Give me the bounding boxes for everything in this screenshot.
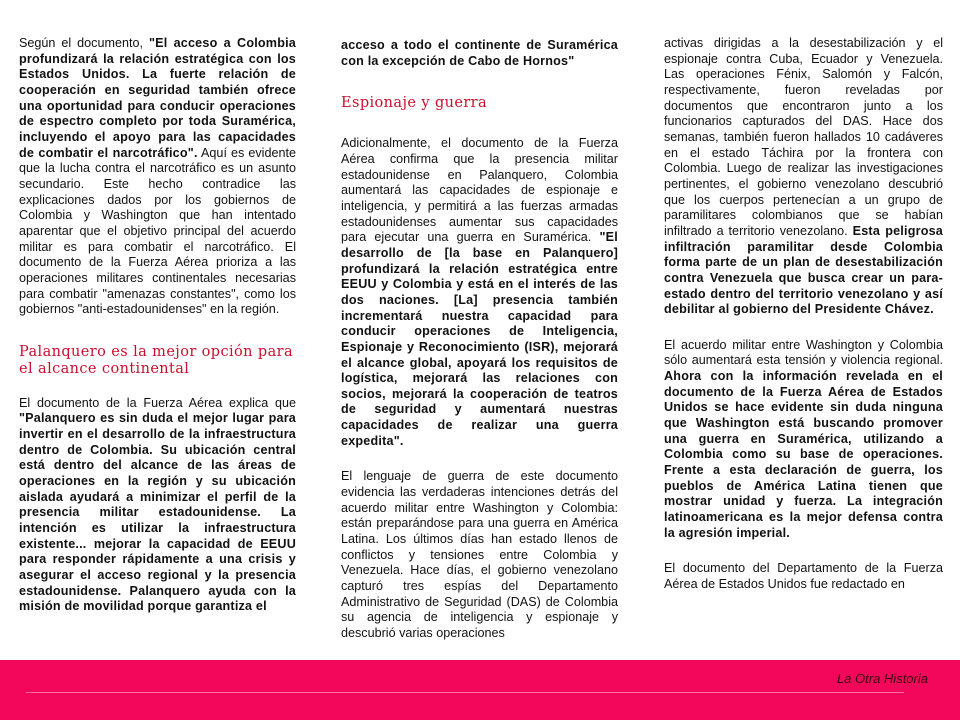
text-run: Adicionalmente, el documento de la Fuerza Aérea confirma que la presencia militar estadounidense en Palanquero, Colombia aumentará las capacidades de espionaje e inteligencia, y permitirá a las fuerzas armadas estadounidenses aumentar sus capacidades para ejecutar una guerra en Suramérica.: [341, 136, 618, 245]
paragraph: [19, 36, 296, 318]
quote-bold: "Palanquero es sin duda el mejor lugar para invertir en el desarrollo de la infraestructura dentro de Colombia. Su ubicación central está dentro del alcance de las áreas de operaciones en la región y su ubicación aislada ayudará a minimizar el perfil de la presencia militar estadounidense. La intención es utilizar la infraestructura existente... mejorar la capacidad de EEUU para responder rápidamente a una crisis y asegurar el acceso regional y la presencia estadounidense. Palanquero ayuda con la misión de movilidad porque garantiza el: [19, 411, 296, 614]
quote-bold: "El acceso a Colombia profundizará la relación estratégica con los Estados Unidos. La fuerte relación de cooperación en seguridad también ofrece una oportunidad para conducir operaciones de espectro completo por toda Suramérica, incluyendo el apoyo para las capacidades de combatir el narcotráfico".: [19, 36, 296, 160]
footer-title: La Otra Historia: [836, 671, 928, 686]
quote-bold-continuation: acceso a todo el continente de Suramérica con la excepción de Cabo de Hornos": [341, 38, 618, 68]
section-heading-espionaje: Espionaje y guerra: [341, 95, 488, 112]
paragraph: [664, 36, 943, 318]
column-1: [19, 36, 296, 636]
section-heading-palanquero: Palanquero es la mejor opción para el alcance continental: [19, 343, 294, 377]
column-2: [341, 38, 618, 640]
text-run: El documento de la Fuerza Aérea explica que: [19, 395, 296, 410]
footer-bar: [0, 660, 960, 720]
quote-bold: "El desarrollo de [la base en Palanquero] profundizará la relación estratégica entre EEUU y Colombia y está en el interés de las dos naciones. [La] presencia también incrementará nuestra capacidad para conducir operaciones de Inteligencia, Espionaje y Reconocimiento (ISR), mejorará el alcance global, apoyará los requisitos de logística, mejorará las relaciones con socios, mejorará la cooperación de teatros de seguridad y aumentará nuestras capacidades de realizar una guerra expedita".: [341, 230, 618, 448]
footer-divider: [26, 692, 904, 693]
text-run: Según el documento,: [19, 36, 149, 50]
paragraph: [664, 338, 943, 542]
bold-run: Ahora con la información revelada en el documento de la Fuerza Aérea de Estados Unidos se hace evidente sin duda ninguna que Washington está buscando promover una guerra en Suramérica, utilizando a Colombia como su base de operaciones. Frente a esta declaración de guerra, los pueblos de América Latina tienen que mostrar unidad y fuerza. La integración latinoamericana es la mejor defensa contra la agresión imperial.: [664, 369, 943, 540]
bold-run: Esta peligrosa infiltración paramilitar desde Colombia forma parte de un plan de desestabilización contra Venezuela que busca crear un para-estado dentro del territorio venezolano y así debilitar al gobierno del Presidente Chávez.: [664, 223, 943, 317]
text-run: El acuerdo militar entre Washington y Colombia sólo aumentará esta tensión y violencia regional.: [664, 337, 943, 368]
paragraph: [341, 136, 618, 449]
text-run: Aquí es evidente que la lucha contra el narcotráfico es un asunto secundario. Este hecho contradice las explicaciones dados por los gobiernos de Colombia y Washington que han intentado aparentar que el objetivo principal del acuerdo militar es para combatir el narcotráfico. El documento de la Fuerza Aérea prioriza a las operaciones militares continentales necesarias para combatir "amenazas constantes", como los gobiernos "anti-estadounidenses" en la región.: [19, 145, 296, 317]
column-3: [664, 36, 943, 626]
paragraph: El lenguaje de guerra de este documento evidencia las verdaderas intenciones detrás del acuerdo militar entre Washington y Colombia: están preparándose para una guerra en América Latina. Los últimos días han estado llenos de conflictos y tensiones entre Colombia y Venezuela. Hace días, el gobierno venezolano capturó tres espías del Departamento Administrativo de Seguridad (DAS) de Colombia su agencia de inteligencia y espionaje y descubrió varias operaciones: [341, 469, 618, 640]
paragraph: [19, 396, 296, 615]
paragraph: El documento del Departamento de la Fuerza Aérea de Estados Unidos fue redactado en: [664, 561, 943, 591]
text-run: activas dirigidas a la desestabilización y el espionaje contra Cuba, Ecuador y Venezuela. Las operaciones Fénix, Salomón y Falcón, respectivamente, fueron reveladas por documentos que encontraron junto a los funcionarios capturados del DAS. Hace dos semanas, también fueron hallados 10 cadáveres en el estado Táchira por la frontera con Colombia. Luego de realizar las investigaciones pertinentes, el gobierno venezolano descubrió que los cuerpos pertenecían a un grupo de paramilitares colombianos que se habían infiltrado a territorio venezolano.: [664, 36, 943, 238]
